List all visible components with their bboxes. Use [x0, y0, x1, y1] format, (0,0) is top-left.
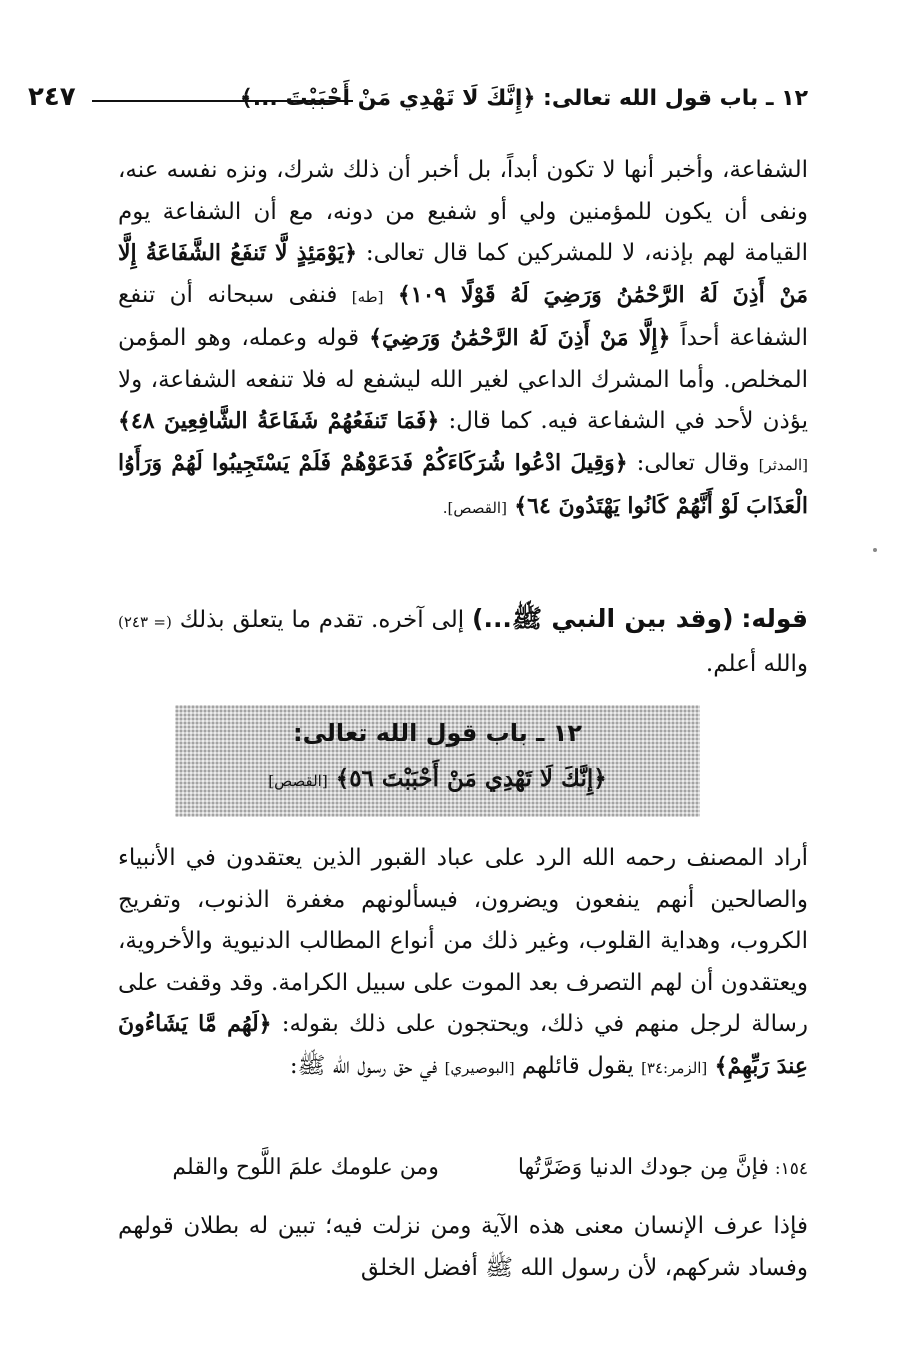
- surah-ref: [الزمر:٣٤]: [641, 1058, 708, 1077]
- verse-number: ١٥٤:: [774, 1159, 808, 1179]
- second-hemistich: ومن علومك علمَ اللَّوح والقلم: [172, 1155, 439, 1180]
- text: والله أعلم.: [705, 650, 808, 677]
- text: في حق رسول الله ﷺ:: [289, 1052, 438, 1079]
- text: يقول قائلهم: [521, 1052, 634, 1079]
- quran-quote: ﴿فَمَا تَنفَعُهُمْ شَفَاعَةُ الشَّافِعِينَ ٤٨﴾: [118, 408, 440, 434]
- chapter-title: ١٢ ـ باب قول الله تعالى:: [292, 719, 583, 747]
- chapter-verse-line: [175, 765, 700, 792]
- text: فإذا عرف الإنسان معنى هذه الآية ومن نزلت فيه؛ تبين له بطلان قولهم وفساد شركهم، لأن رسول الله ﷺ أفضل الخلق: [118, 1213, 808, 1281]
- quran-quote: ﴿وَقِيلَ ادْعُوا شُرَكَاءَكُمْ فَدَعَوْهُمْ فَلَمْ يَسْتَجِيبُوا لَهُمْ وَرَأَوُا الْعَذَابَ لَوْ أَنَّهُمْ كَانُوا يَهْتَدُونَ ٦٤﴾: [118, 449, 808, 519]
- text: فنفى سبحانه أن تنفع الشفاعة أحداً: [118, 281, 809, 351]
- keyword-qawluhu: قوله:: [741, 604, 808, 633]
- quoted-text: (وقد بين النبي ﷺ...): [472, 604, 734, 633]
- text: الشفاعة، وأخبر أنها لا تكون أبداً، بل أخبر أن ذلك شرك، ونزه نفسه عنه، ونفى أن يكون للمؤمنين ولي أو شفيع من دونه، مع أن الشفاعة يوم القيامة لهم بإذنه، لا للمشركين كما قال تعالى:: [118, 157, 808, 266]
- paragraph-1: [118, 150, 808, 530]
- cross-ref: (= ٢٤٣): [118, 613, 172, 631]
- running-title: ١٢ ـ باب قول الله تعالى: ﴿إِنَّكَ لَا تَهْدِي مَنْ أَحْبَبْتَ ...﴾: [239, 86, 808, 111]
- paragraph-4: [118, 1206, 808, 1289]
- author-ref: [البوصيري]: [444, 1058, 515, 1077]
- text: إلى آخره. تقدم ما يتعلق بذلك: [179, 607, 465, 633]
- header-rule: [92, 100, 353, 102]
- page-number: ٢٤٧: [28, 82, 76, 112]
- quran-quote: ﴿إِلَّا مَنْ أَذِنَ لَهُ الرَّحْمَٰنُ وَرَضِيَ﴾: [369, 325, 671, 351]
- quran-quote: ﴿يَوْمَئِذٍ لَّا تَنفَعُ الشَّفَاعَةُ إِلَّا مَنْ أَذِنَ لَهُ الرَّحْمَٰنُ وَرَضِيَ لَهُ قَوْلًا ١٠٩﴾: [118, 240, 809, 308]
- surah-ref: [القصص]: [268, 772, 328, 790]
- paragraph-2: [118, 598, 808, 685]
- chapter-heading-box: [175, 705, 700, 817]
- text: أراد المصنف رحمه الله الرد على عباد القبور الذين يعتقدون في الأنبياء والصالحين أنهم ينفعون ويضرون، فيسألونهم مغفرة الذنوب، وتفريج الكروب، وهداية القلوب، وغير ذلك من أنواع المطالب الدنيوية والأخروية، ويعتقدون أن لهم التصرف بعد الموت على سبيل الكرامة. وقد وقفت على رسالة لرجل منهم في ذلك، ويحتجون على ذلك بقوله:: [118, 845, 808, 1037]
- chapter-verse: ﴿إِنَّكَ لَا تَهْدِي مَنْ أَحْبَبْتَ ٥٦﴾: [335, 765, 607, 792]
- margin-dot: [873, 548, 877, 552]
- page-header: [28, 80, 808, 120]
- surah-ref: [طه]: [351, 287, 384, 306]
- first-hemistich: فإنَّ مِن جودك الدنيا وَضَرَّتُها: [517, 1155, 769, 1180]
- text: وقال تعالى:: [636, 449, 750, 476]
- surah-ref: [القصص].: [442, 499, 507, 517]
- surah-ref: [المدثر]: [758, 455, 809, 474]
- poetry-verse: [118, 1148, 808, 1189]
- text: قوله وعمله، وهو المؤمن المخلص. وأما المشرك الداعي لغير الله ليشفع له فلا تنفعه الشفاعة، ولا يؤذن لأحد في الشفاعة فيه. كما قال:: [118, 325, 808, 434]
- paragraph-3: [118, 838, 808, 1089]
- quran-quote: ﴿لَهُم مَّا يَشَاءُونَ عِندَ رَبِّهِمْ﴾: [118, 1011, 808, 1079]
